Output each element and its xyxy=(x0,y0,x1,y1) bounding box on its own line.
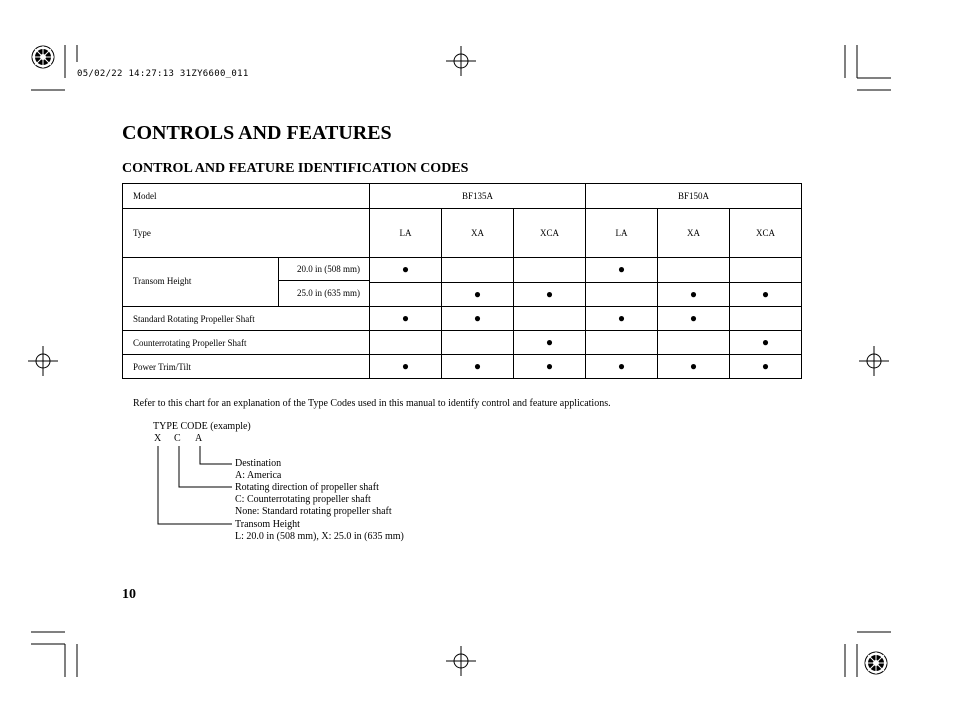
table-row xyxy=(123,331,802,355)
type-code-letter-x: X xyxy=(154,433,162,444)
type-cell: XA xyxy=(442,209,514,258)
crosshair-top xyxy=(446,46,476,76)
table-cell: ● xyxy=(658,355,730,379)
table-cell: ● xyxy=(586,355,658,379)
print-timestamp: 05/02/22 14:27:13 31ZY6600_011 xyxy=(77,69,249,79)
table-cell: ● xyxy=(586,258,658,283)
table-cell: ● xyxy=(370,258,442,283)
starburst-bottom-right xyxy=(865,652,887,674)
power-trim-label: Power Trim/Tilt xyxy=(123,355,370,379)
table-cell: ● xyxy=(730,331,802,355)
table-cell: ● xyxy=(514,331,586,355)
page-title: CONTROLS AND FEATURES xyxy=(122,122,392,144)
model-bf135a: BF135A xyxy=(370,184,586,209)
chart-note: Refer to this chart for an explanation of the Type Codes used in this manual to identify control and feature applications. xyxy=(133,398,611,409)
table-cell: ● xyxy=(658,307,730,331)
table-cell: ● xyxy=(442,307,514,331)
table-cell: ● xyxy=(442,282,514,307)
table-cell xyxy=(586,331,658,355)
table-row xyxy=(123,258,802,283)
starburst-top-left xyxy=(32,46,54,68)
transom-height-cell xyxy=(123,258,370,307)
table-cell: ● xyxy=(370,355,442,379)
table-row xyxy=(123,355,802,379)
rotation-counter: C: Counterrotating propeller shaft xyxy=(235,494,371,505)
table-cell xyxy=(730,258,802,283)
type-cell: XA xyxy=(658,209,730,258)
table-cell: ● xyxy=(658,282,730,307)
table-cell: ● xyxy=(514,282,586,307)
table-cell: ● xyxy=(730,355,802,379)
type-label: Type xyxy=(123,209,370,258)
rotation-label: Rotating direction of propeller shaft xyxy=(235,482,379,493)
model-bf150a: BF150A xyxy=(586,184,802,209)
table-cell: ● xyxy=(730,282,802,307)
transom-height-code-label: Transom Height xyxy=(235,519,300,530)
destination-label: Destination xyxy=(235,458,282,469)
type-cell: XCA xyxy=(514,209,586,258)
section-title: CONTROL AND FEATURE IDENTIFICATION CODES xyxy=(122,161,469,176)
crosshair-bottom xyxy=(446,646,476,676)
table-cell xyxy=(730,307,802,331)
type-code-letter-c: C xyxy=(174,433,181,444)
transom-height-label: Transom Height xyxy=(133,276,192,286)
table-cell: ● xyxy=(370,307,442,331)
table-cell xyxy=(442,331,514,355)
model-label: Model xyxy=(123,184,370,209)
table-cell xyxy=(586,282,658,307)
table-cell: ● xyxy=(586,307,658,331)
destination-value: A: America xyxy=(235,470,282,481)
transom-20-label: 20.0 in (508 mm) xyxy=(278,258,370,281)
rotation-standard: None: Standard rotating propeller shaft xyxy=(235,506,392,517)
transom-height-code-value: L: 20.0 in (508 mm), X: 25.0 in (635 mm) xyxy=(235,531,404,542)
table-cell xyxy=(658,258,730,283)
type-code-heading: TYPE CODE (example) xyxy=(153,421,251,432)
table-row xyxy=(123,307,802,331)
type-cell: XCA xyxy=(730,209,802,258)
table-row xyxy=(123,184,802,209)
type-cell: LA xyxy=(370,209,442,258)
crosshair-right xyxy=(859,346,889,376)
table-row xyxy=(123,209,802,258)
standard-shaft-label: Standard Rotating Propeller Shaft xyxy=(123,307,370,331)
table-cell: ● xyxy=(514,355,586,379)
table-cell xyxy=(514,307,586,331)
counter-shaft-label: Counterrotating Propeller Shaft xyxy=(123,331,370,355)
crosshair-left xyxy=(28,346,58,376)
table-cell: ● xyxy=(442,355,514,379)
transom-25-label: 25.0 in (635 mm) xyxy=(278,281,370,306)
table-cell xyxy=(370,282,442,307)
identification-codes-table xyxy=(122,183,802,379)
table-cell xyxy=(370,331,442,355)
table-cell xyxy=(442,258,514,283)
page-number: 10 xyxy=(122,587,136,602)
table-cell xyxy=(658,331,730,355)
table-cell xyxy=(514,258,586,283)
type-code-connectors xyxy=(158,446,232,524)
type-cell: LA xyxy=(586,209,658,258)
type-code-letter-a: A xyxy=(195,433,203,444)
